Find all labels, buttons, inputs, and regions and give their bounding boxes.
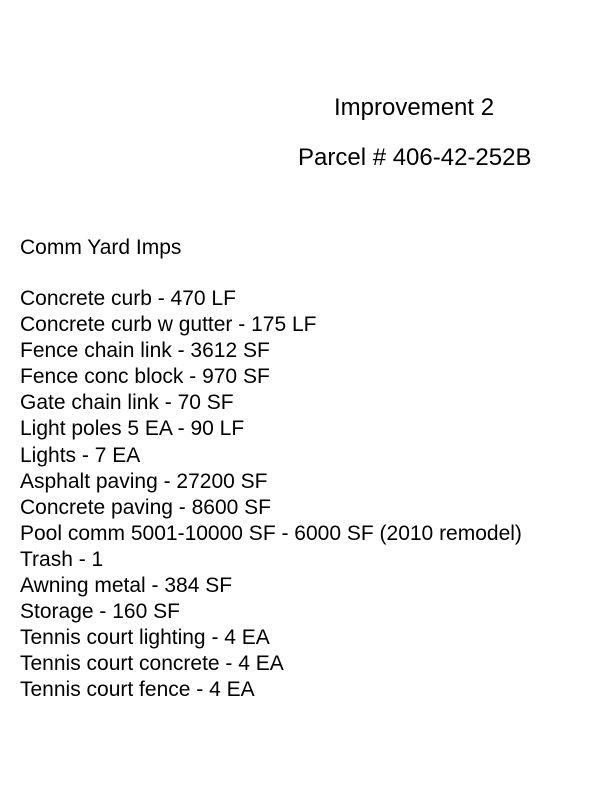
list-item: Storage - 160 SF bbox=[20, 600, 180, 624]
list-item: Light poles 5 EA - 90 LF bbox=[20, 417, 245, 441]
improvement-list bbox=[20, 286, 522, 704]
list-item: Tennis court concrete - 4 EA bbox=[20, 652, 284, 676]
section-heading: Comm Yard Imps bbox=[20, 236, 182, 259]
list-item: Pool comm 5001-10000 SF - 6000 SF (2010 remodel) bbox=[20, 521, 522, 545]
list-item: Gate chain link - 70 SF bbox=[20, 391, 234, 415]
list-item: Fence conc block - 970 SF bbox=[20, 365, 270, 389]
list-item: Trash - 1 bbox=[20, 547, 104, 571]
page-title: Improvement 2 bbox=[334, 94, 495, 121]
list-item: Asphalt paving - 27200 SF bbox=[20, 469, 268, 493]
parcel-number: Parcel # 406-42-252B bbox=[298, 144, 532, 171]
list-item: Concrete paving - 8600 SF bbox=[20, 495, 271, 519]
list-item: Lights - 7 EA bbox=[20, 443, 141, 467]
list-item: Tennis court fence - 4 EA bbox=[20, 678, 255, 702]
list-item: Awning metal - 384 SF bbox=[20, 574, 233, 598]
list-item: Concrete curb w gutter - 175 LF bbox=[20, 313, 317, 337]
list-item: Tennis court lighting - 4 EA bbox=[20, 626, 270, 650]
list-item: Fence chain link - 3612 SF bbox=[20, 339, 270, 363]
list-item: Concrete curb - 470 LF bbox=[20, 287, 236, 310]
